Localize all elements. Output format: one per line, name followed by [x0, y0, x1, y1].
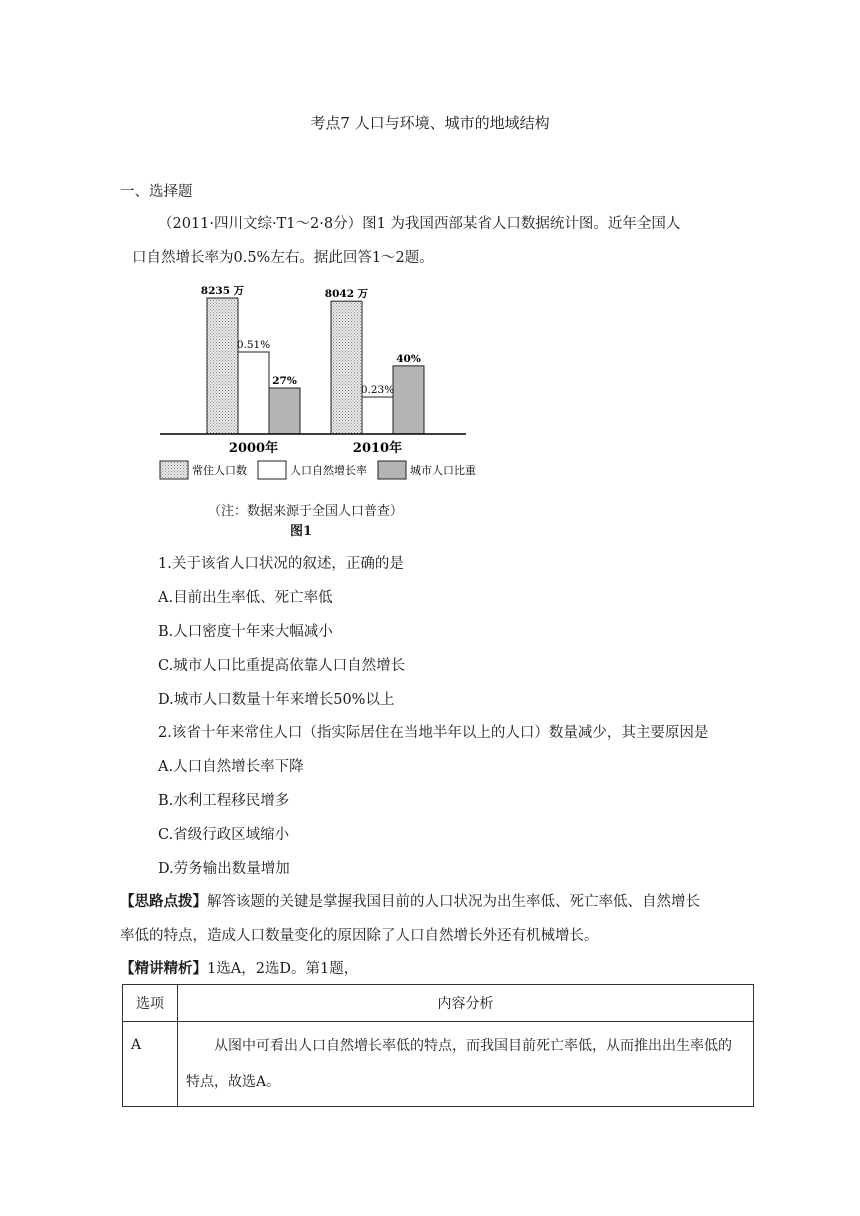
q1-option-a: A.目前出生率低、死亡率低	[158, 590, 333, 606]
legend-swatch	[160, 461, 188, 479]
bar-3-1	[269, 388, 300, 434]
table-cell-option: A	[123, 1022, 178, 1107]
analysis-line	[120, 957, 358, 978]
data-label: 8235 万	[200, 285, 245, 297]
intro-line-1: （2011·四川文综·T1～2·8分）图1 为我国西部某省人口数据统计图。近年全国人	[158, 216, 681, 232]
legend-swatch	[258, 461, 286, 479]
q1-option-d: D.城市人口数量十年来增长50%以上	[158, 692, 395, 708]
q1-option-b: B.人口密度十年来大幅减小	[158, 624, 333, 640]
data-label: 27%	[272, 375, 297, 387]
bar-1-2	[331, 301, 362, 434]
chart-svg	[150, 276, 490, 536]
chart-note: （注：数据来源于全国人口普查）	[208, 504, 404, 519]
category-label: 2010年	[352, 441, 403, 456]
q2-option-c: C.省级行政区域缩小	[158, 827, 290, 843]
analysis-tag: 【精讲精析】	[120, 960, 207, 977]
q2-option-a: A.人口自然增长率下降	[158, 759, 304, 775]
hint-line-2: 率低的特点，造成人口数量变化的原因除了人口自然增长外还有机械增长。	[120, 928, 599, 944]
section-heading: 一、选择题	[120, 184, 193, 200]
legend-label: 常住人口数	[192, 464, 247, 477]
q1-stem: 1.关于该省人口状况的叙述，正确的是	[158, 556, 404, 572]
hint-tag: 【思路点拨】	[120, 893, 207, 910]
bar-3-2	[393, 366, 424, 434]
data-label: 0.51%	[236, 339, 271, 351]
q2-option-d: D.劳务输出数量增加	[158, 861, 290, 877]
q2-option-b: B.水利工程移民增多	[158, 793, 290, 809]
data-label: 0.23%	[360, 384, 395, 397]
data-label: 40%	[396, 352, 421, 365]
table-row	[123, 1022, 754, 1107]
intro-line-2: 口自然增长率为0.5%左右。据此回答1～2题。	[132, 250, 434, 266]
hint-line-1	[120, 890, 700, 911]
page-title: 考点7 人口与环境、城市的地域结构	[310, 114, 550, 132]
table-header-row	[123, 985, 754, 1022]
population-chart	[150, 276, 490, 536]
bar-1-1	[207, 298, 238, 434]
table-cell-content: 从图中可看出人口自然增长率低的特点，而我国目前死亡率低，从而推出出生率低的特点，故选A。	[178, 1022, 754, 1107]
legend-swatch	[378, 461, 406, 479]
hint-text-1: 解答该题的关键是掌握我国目前的人口状况为出生率低、死亡率低、自然增长	[207, 894, 700, 910]
data-label: 8042 万	[324, 288, 369, 301]
q2-stem: 2.该省十年来常住人口（指实际居住在当地半年以上的人口）数量减少，其主要原因是	[158, 725, 709, 741]
legend-label: 城市人口比重	[410, 464, 476, 477]
analysis-text: 1选A，2选D。第1题，	[207, 961, 359, 977]
table-header-option: 选项	[123, 985, 178, 1022]
legend-label: 人口自然增长率	[290, 464, 367, 477]
chart-caption: 图1	[290, 524, 313, 539]
table-header-content: 内容分析	[178, 985, 754, 1022]
bar-2-1	[238, 352, 269, 434]
analysis-table	[122, 984, 754, 1107]
bar-2-2	[362, 397, 393, 434]
q1-option-c: C.城市人口比重提高依靠人口自然增长	[158, 658, 406, 674]
category-label: 2000年	[228, 441, 279, 456]
